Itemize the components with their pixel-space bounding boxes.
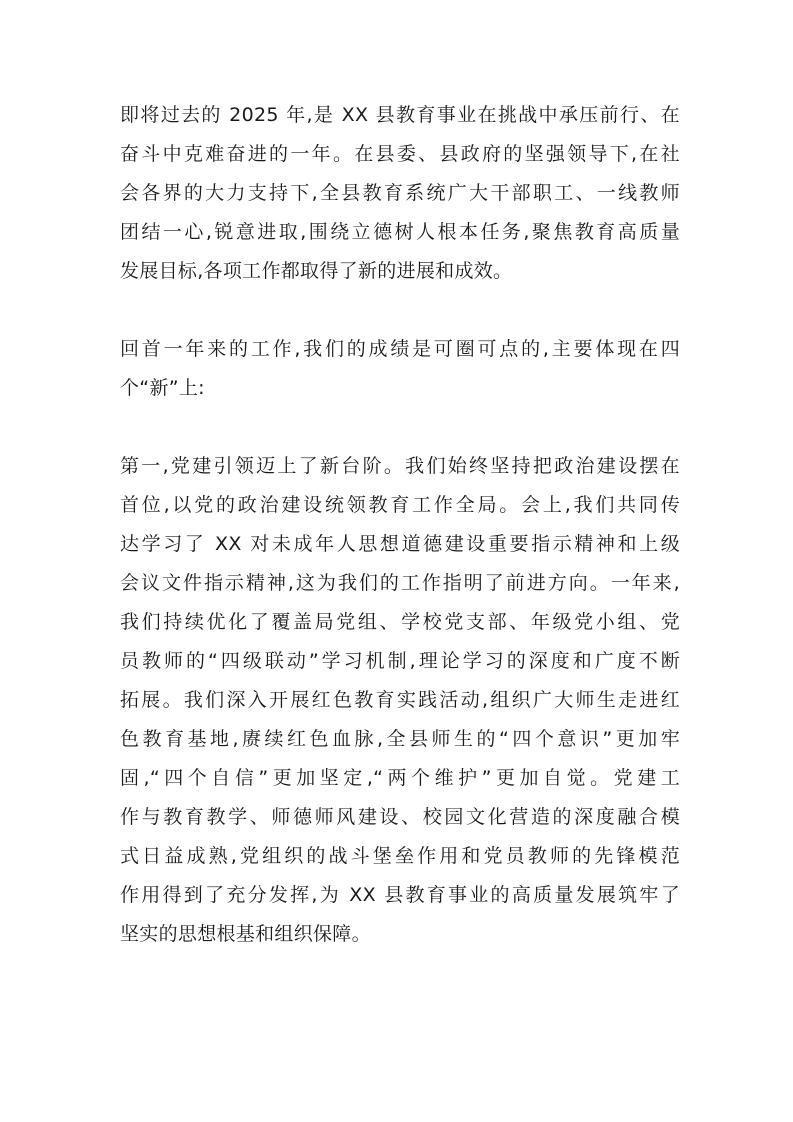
- text-line: 会各界的大力支持下,全县教育系统广大干部职工、一线教师: [120, 182, 680, 204]
- text-line: 团结一心,锐意进取,围绕立德树人根本任务,聚焦教育高质量: [120, 221, 680, 243]
- text-line: 拓展。我们深入开展红色教育实践活动,组织广大师生走进红: [120, 689, 680, 711]
- text-line: 固,“四个自信”更加坚定,“两个维护”更加自觉。党建工: [120, 767, 680, 789]
- text-line: 第一,党建引领迈上了新台阶。我们始终坚持把政治建设摆在: [120, 455, 680, 477]
- text-line: 发展目标,各项工作都取得了新的进展和成效。: [120, 260, 513, 282]
- text-line: 式日益成熟,党组织的战斗堡垒作用和党员教师的先锋模范: [120, 845, 680, 867]
- text-line: 坚实的思想根基和组织保障。: [120, 923, 371, 945]
- paragraph-review: [120, 330, 680, 408]
- document-body: [120, 96, 680, 954]
- paragraph-party-building: [120, 447, 680, 954]
- text-line: 作与教育教学、师德师风建设、校园文化营造的深度融合模: [120, 806, 680, 828]
- text-line: 首位,以党的政治建设统领教育工作全局。会上,我们共同传: [120, 494, 680, 516]
- text-line: 即将过去的 2025 年,是 XX 县教育事业在挑战中承压前行、在: [120, 104, 680, 126]
- text-line: 奋斗中克难奋进的一年。在县委、县政府的坚强领导下,在社: [120, 143, 680, 165]
- text-line: 会议文件指示精神,这为我们的工作指明了前进方向。一年来,: [120, 572, 680, 594]
- text-line: 色教育基地,赓续红色血脉,全县师生的“四个意识”更加牢: [120, 728, 680, 750]
- text-line: 个“新”上:: [120, 377, 205, 399]
- text-line: 回首一年来的工作,我们的成绩是可圈可点的,主要体现在四: [120, 338, 680, 360]
- text-line: 达学习了 XX 对未成年人思想道德建设重要指示精神和上级: [120, 533, 680, 555]
- text-line: 员教师的“四级联动”学习机制,理论学习的深度和广度不断: [120, 650, 680, 672]
- paragraph-spacer: [120, 408, 680, 447]
- paragraph-spacer: [120, 291, 680, 330]
- paragraph-intro: [120, 96, 680, 291]
- text-line: 作用得到了充分发挥,为 XX 县教育事业的高质量发展筑牢了: [120, 884, 680, 906]
- text-line: 我们持续优化了覆盖局党组、学校党支部、年级党小组、党: [120, 611, 680, 633]
